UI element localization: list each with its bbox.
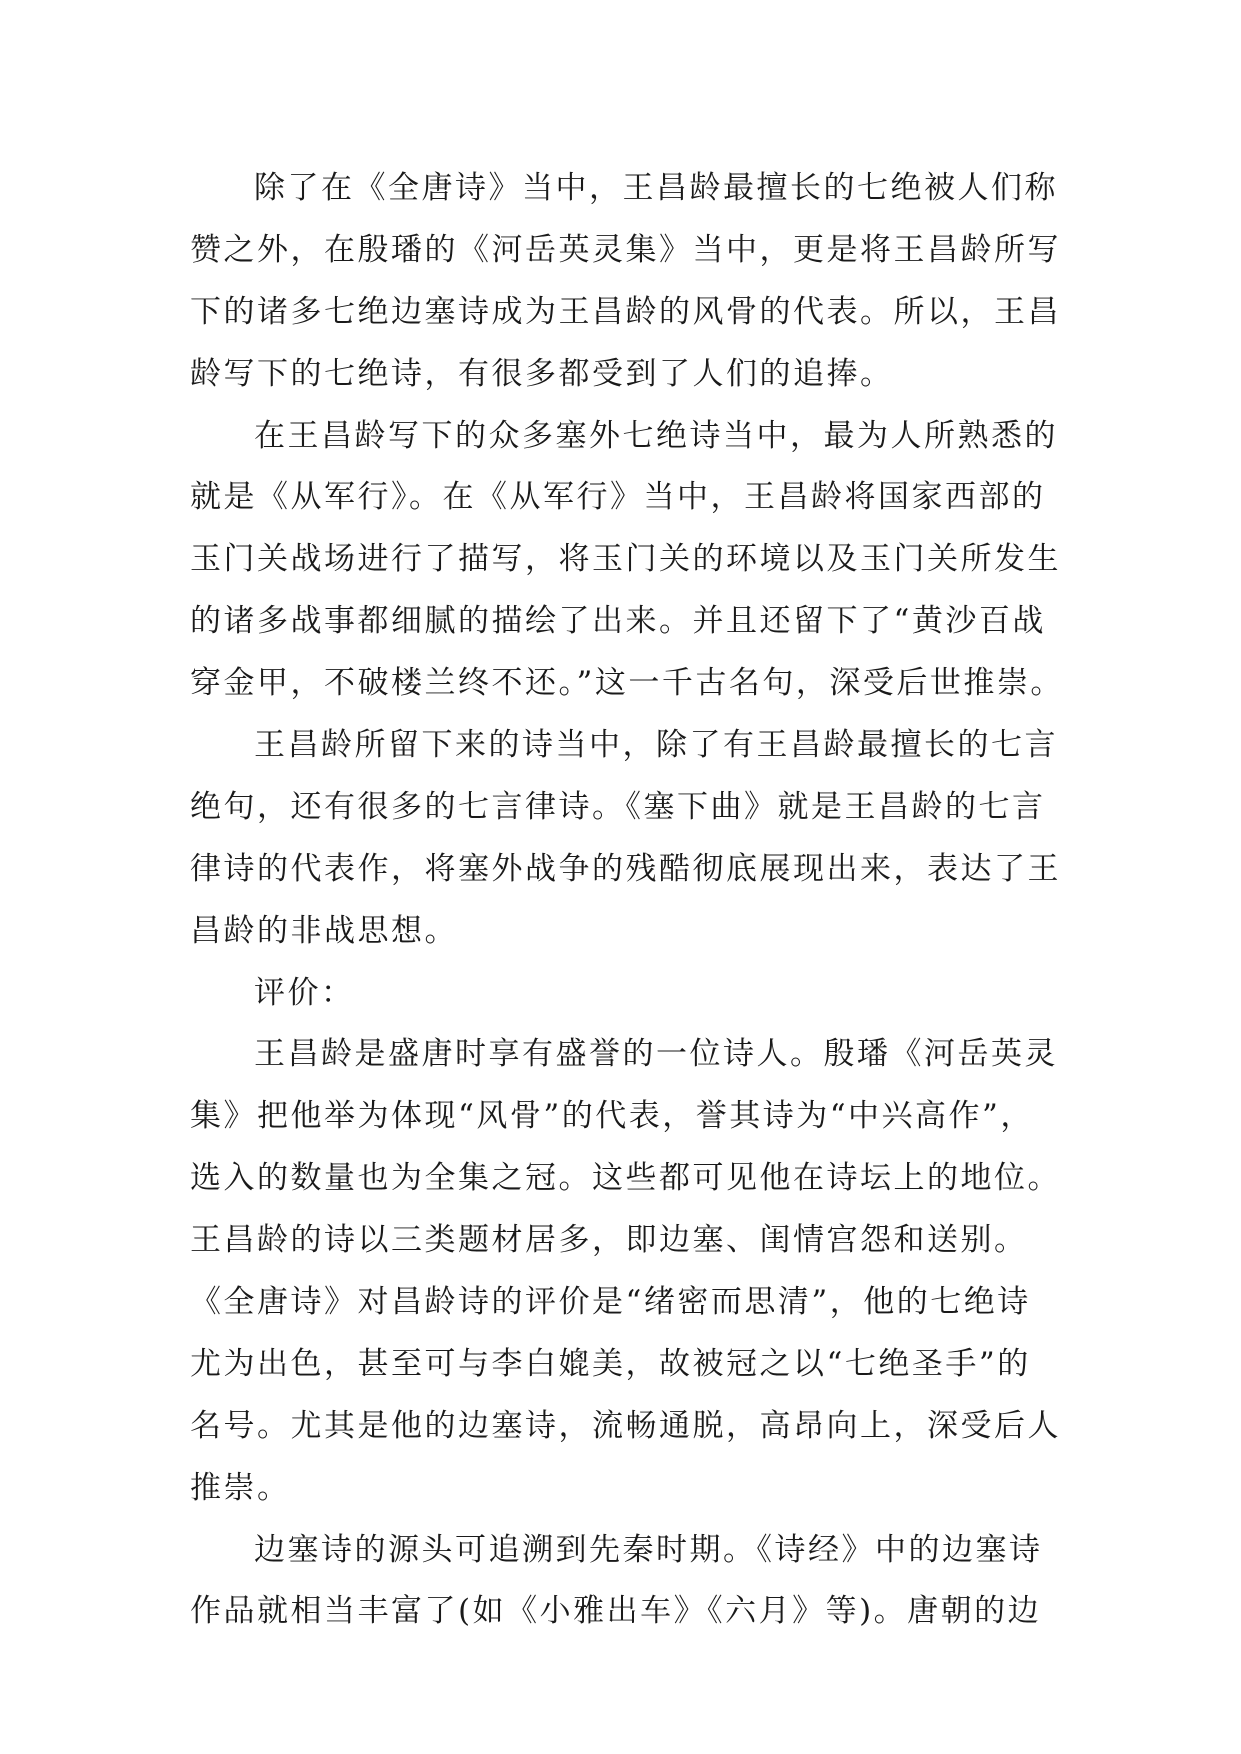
text-line: 推崇。 (190, 1469, 291, 1506)
body-text (190, 158, 1070, 1643)
text-line: 绝句，还有很多的七言律诗。《塞下曲》就是王昌龄的七言 (190, 788, 1046, 825)
paragraph (190, 715, 1070, 963)
text-line: 的诸多战事都细腻的描绘了出来。并且还留下了“黄沙百战 (190, 603, 1046, 640)
text-line: 尤为出色，甚至可与李白媲美，故被冠之以“七绝圣手”的 (190, 1345, 1031, 1382)
text-line: 王昌龄所留下来的诗当中，除了有王昌龄最擅长的七言 (254, 727, 1058, 764)
text-line: 在王昌龄写下的众多塞外七绝诗当中，最为人所熟悉的 (254, 417, 1058, 454)
text-line: 下的诸多七绝边塞诗成为王昌龄的风骨的代表。所以，王昌 (190, 293, 1061, 330)
text-line: 选入的数量也为全集之冠。这些都可见他在诗坛上的地位。 (190, 1160, 1061, 1197)
paragraph (190, 1024, 1070, 1519)
text-line: 律诗的代表作，将塞外战争的残酷彻底展现出来，表达了王 (190, 850, 1061, 887)
text-line: 王昌龄的诗以三类题材居多，即边塞、闺情宫怨和送别。 (190, 1222, 1028, 1259)
paragraph (190, 1520, 1070, 1644)
text-line: 穿金甲，不破楼兰终不还。”这一千古名句，深受后世推崇。 (190, 665, 1064, 702)
text-line: 边塞诗的源头可追溯到先秦时期。《诗经》中的边塞诗 (254, 1531, 1043, 1568)
text-line: 作品就相当丰富了(如《小雅出车》《六月》等)。唐朝的边 (190, 1593, 1042, 1630)
text-line: 就是《从军行》。在《从军行》当中，王昌龄将国家西部的 (190, 479, 1046, 516)
section-label-evaluation: 评价： (254, 974, 355, 1011)
text-line: 除了在《全唐诗》当中，王昌龄最擅长的七绝被人们称 (254, 170, 1058, 206)
text-line: 赞之外，在殷璠的《河岳英灵集》当中，更是将王昌龄所写 (190, 231, 1061, 268)
text-line: 玉门关战场进行了描写，将玉门关的环境以及玉门关所发生 (190, 541, 1061, 578)
text-line: 王昌龄是盛唐时享有盛誉的一位诗人。殷璠《河岳英灵 (254, 1036, 1058, 1073)
text-line: 名号。尤其是他的边塞诗，流畅通脱，高昂向上，深受后人 (190, 1407, 1061, 1444)
text-line: 龄写下的七绝诗，有很多都受到了人们的追捧。 (190, 355, 894, 392)
text-line: 《全唐诗》对昌龄诗的评价是“绪密而思清”，他的七绝诗 (190, 1284, 1031, 1321)
paragraph (190, 158, 1070, 406)
text-line: 集》把他举为体现“风骨”的代表，誉其诗为“中兴高作”， (190, 1098, 1034, 1135)
text-line: 昌龄的非战思想。 (190, 912, 458, 949)
paragraph (190, 406, 1070, 715)
paragraph (190, 963, 1070, 1025)
